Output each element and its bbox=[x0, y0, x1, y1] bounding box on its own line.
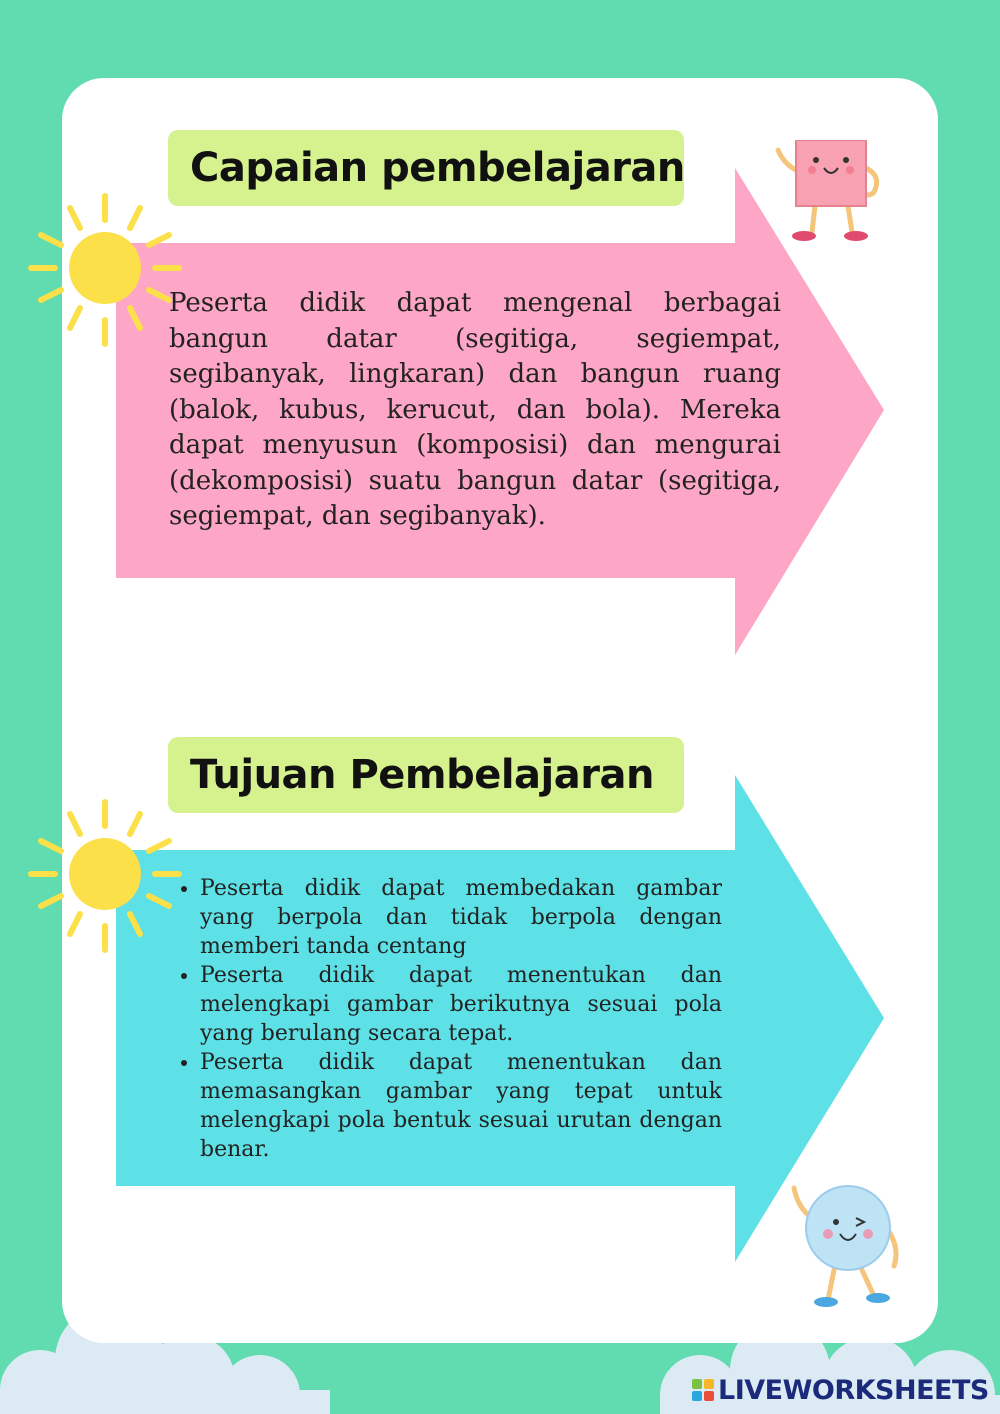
section1-body bbox=[169, 286, 781, 535]
list-item: • Peserta didik dapat menentukan dan memasangkan gambar yang tepat untuk melengkapi pola bentuk sesuai urutan dengan benar. bbox=[200, 1048, 722, 1164]
section2-body bbox=[168, 874, 722, 1164]
list-item: • Peserta didik dapat membedakan gambar yang berpola dan tidak berpola dengan memberi tanda centang bbox=[200, 874, 722, 961]
section1-title: Capaian pembelajaran bbox=[190, 145, 685, 191]
logo-text: LIVEWORKSHEETS bbox=[718, 1374, 989, 1406]
list-item: • Peserta didik dapat menentukan dan melengkapi gambar berikutnya sesuai pola yang berulang secara tepat. bbox=[200, 961, 722, 1048]
section2-title: Tujuan Pembelajaran bbox=[190, 752, 654, 798]
square-character-icon bbox=[770, 140, 890, 250]
logo-mark-icon bbox=[692, 1379, 714, 1401]
liveworksheets-logo[interactable] bbox=[692, 1372, 989, 1408]
section1-paragraph: Peserta didik dapat mengenal berbagai bangun datar (segitiga, segiempat, segibanyak, lingkaran) dan bangun ruang (balok, kubus, kerucut, dan bola). Mereka dapat menyusun (komposisi) dan mengurai (dekomposisi) suatu bangun datar (segitiga, segiempat, dan segibanyak). bbox=[169, 288, 781, 531]
circle-character-icon bbox=[782, 1178, 912, 1313]
sun-icon bbox=[25, 190, 185, 350]
section2-heading-box bbox=[168, 737, 684, 813]
sun-icon bbox=[25, 796, 185, 956]
section1-heading-box bbox=[168, 130, 684, 206]
objectives-list bbox=[168, 874, 722, 1164]
